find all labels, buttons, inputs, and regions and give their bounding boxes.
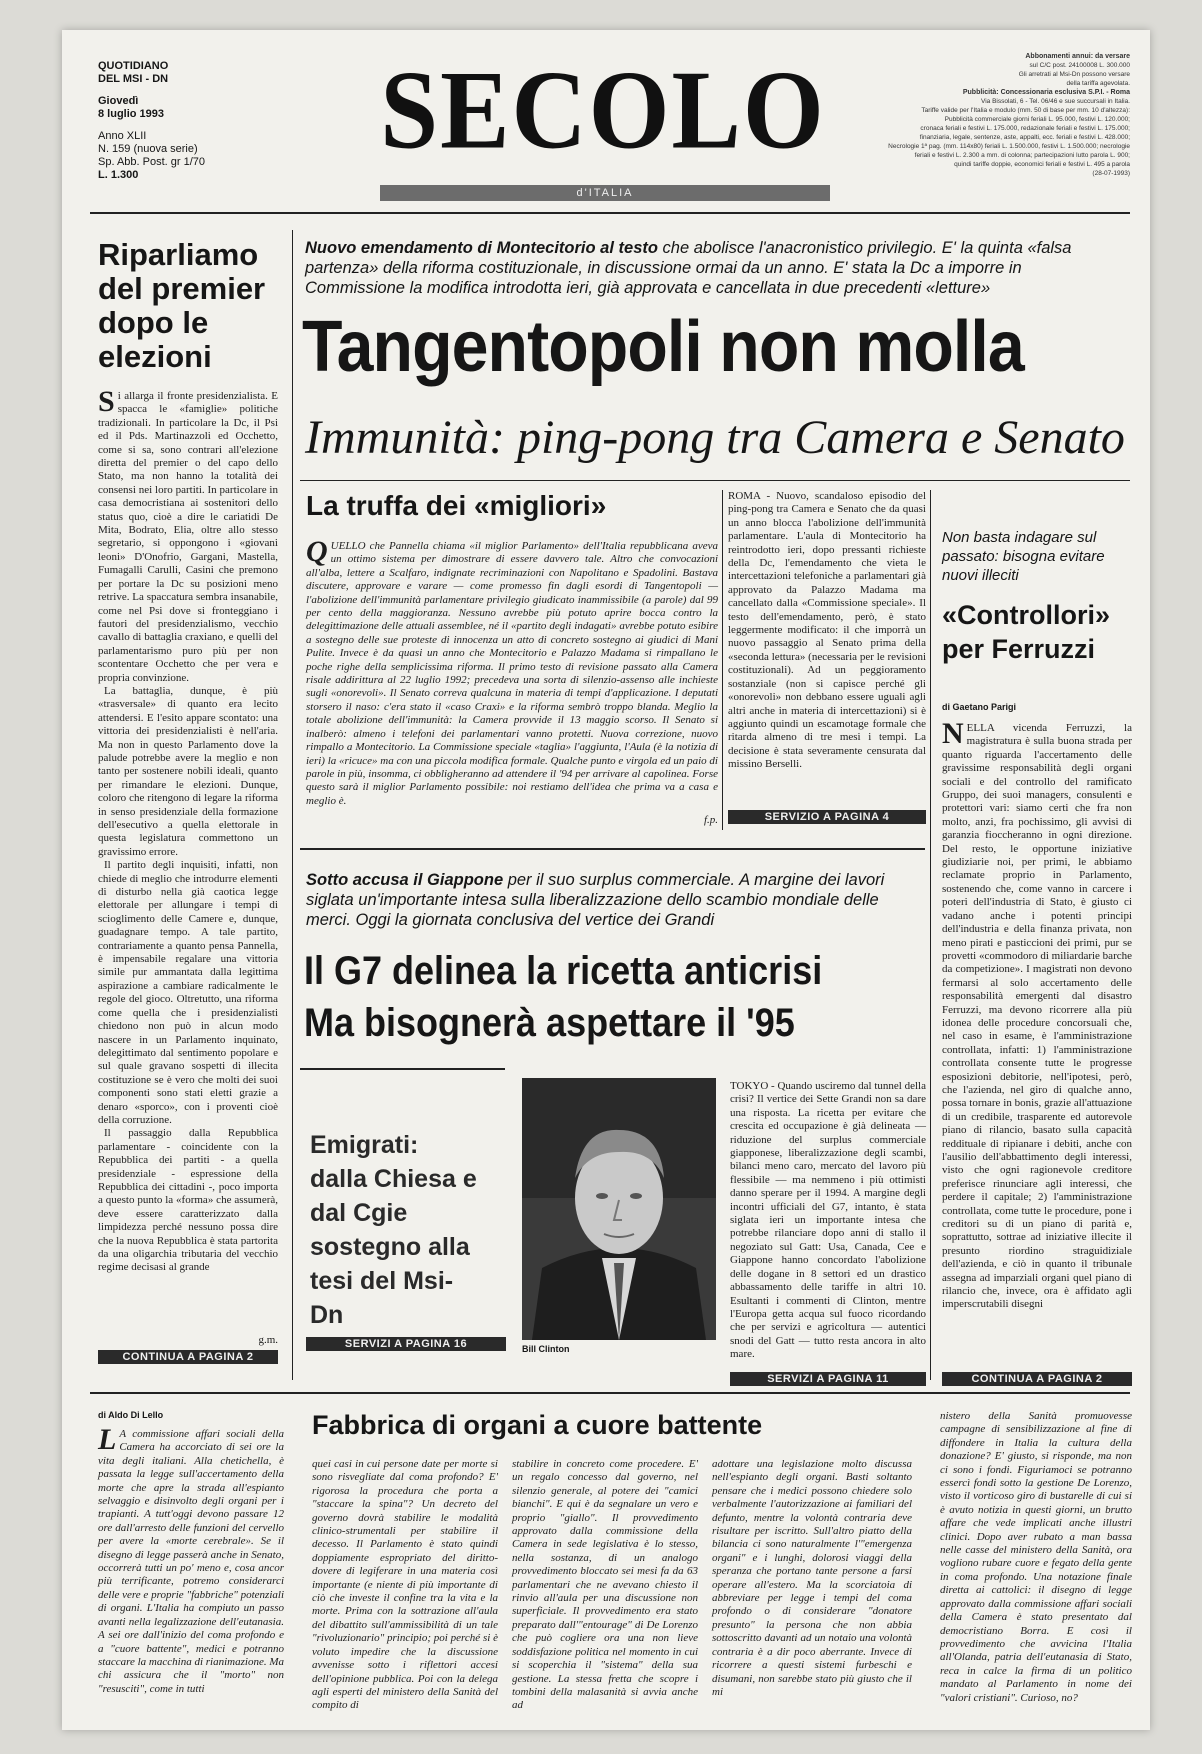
organi-column: quei casi in cui persone date per morte si sono risvegliate dal coma profondo? E' rigorosa la procedura che porta a "staccare la spina"? Un decreto del governo dovrà stabilire le modalità clinico-strumentali per stabilire il decesso. Il Parlamento è stato quindi doppiamente espropriato del diritto-dovere di legiferare in una materia così importante (e niente di più importante di ciò che investe il confine tra la vita e la morte. Prima con la sottrazione all'aula del dibattito sull'ammissibilità di un tale "rivoluzionario" principio; poi perché si è voluto impedire che la discussione avvenisse sotto i riflettori accesi dell'opinione pubblica. Poi con la delega agli esperti del ministero della Sanità del compito di	[312, 1458, 498, 1712]
drop-cap: L	[98, 1423, 117, 1456]
masthead-line: QUOTIDIANO	[98, 60, 169, 72]
signature: f.p.	[703, 814, 718, 826]
info-line: Abbonamenti annui: da versare	[1025, 53, 1130, 60]
g7-headline-line: Ma bisognerà aspettare il '95	[304, 1001, 795, 1045]
continue-link[interactable]: CONTINUA A PAGINA 2	[942, 1372, 1132, 1386]
info-line: cronaca feriali e festivi L. 175.000, redazionale feriali e festivi L. 175.000;	[920, 125, 1130, 132]
logo-subtitle: d'ITALIA	[380, 185, 830, 201]
g7-kicker: Sotto accusa il Giappone per il suo surplus commerciale. A margine dei lavori siglata un'importante intesa sulla liberalizzazione dello scambio mondiale delle merci. Oggi la giornata conclusiva del vertice dei Grandi	[306, 871, 885, 929]
info-line: finanziaria, legale, sentenze, aste, appalti, ecc. feriali e festivi L. 428.000;	[919, 134, 1130, 141]
section-rule	[90, 1392, 1130, 1394]
drop-cap: S	[98, 385, 115, 418]
left-headline: Riparliamo del premier dopo le elezioni	[98, 237, 266, 374]
organi-column: L A commissione affari sociali della Camera ha accorciato di sei ore la vita degli italiani. Alla chetichella, è passata la legge sull'accertamento della morte che apre la strada all'espianto selvaggio e disinvolto degli organi per i trapianti. A tutt'oggi devono passare 12 ore dall'arresto delle funzioni del cervello per avere la «morte cerebrale». Se il disegno di legge passerà anche in Senato, occorrerà tutti un po' meno e, cosa ancor più terrificante, potremo considerarci delle vere e proprie "fabbriche" potenziali di organi. L'Italia ha compiuto un passo avanti nella legalizzazione dell'eutanasia. A sei ore dall'inizio del coma profondo e a "cuore battente", medici e potranno staccare la macchina di rianimazione. Ma chi assicura che il "morto" non "resusciti", come in tutti	[98, 1423, 284, 1695]
continue-link[interactable]: CONTINUA A PAGINA 2	[98, 1350, 278, 1364]
info-line: (28-07-1993)	[1092, 170, 1130, 177]
editorial-body: QUELLO che Pannella chiama «il miglior Parlamento» dell'Italia repubblicana aveva un ottimo sistema per dimostrare di essere davvero tale. Altro che convocazioni all'alba, lettere a Scalfaro, indignate recriminazioni con Napolitano e Spadolini. Bastava discutere, approvare e varare — come promesso fin dagli esordi di Tangentopoli — l'abolizione dell'immunità parlamentare privilegio giudicato inammissibile (a parole) dal 99 per cento della maggioranza. Nessuno avrebbe più potuto aprire bocca contro la delegittimazione delle attuali assemblee, né il «partito degli indagati» avrebbe potuto esibire a sostegno delle sue proteste di innocenza un atto di concreto sostegno ai giudici di Mani Pulite. Invece è da quasi un anno che Montecitorio e Palazzo Madama si rimpallano le poche righe della semplicissima riforma. Il primo testo di revisione passato alla Camera risale addirittura al 22 luglio 1992; precedeva una sorta di silenzio-assenso alle inchieste sugli «onorevoli». Il Senato correva qualcuna in materia di tempi d'applicazione. I deputati storsero il naso: c'era stato il «caso Craxi» e la riforma sembrò troppo blanda. Meglio la totale abolizione dell'immunità: la Camera provvide il 13 maggio scorso. Il Senato si inalberò: almeno i telefoni dei parlamentari vanno protetti. Nuova correzione, nuovo rimpallo a Montecitorio. La Commissione speciale «taglia» l'aggiunta, l'Aula (è la notizia di ieri) la «ricuce» ma con una piccola modifica formale. Qualche punto e virgola ed un paio di parole in più, insomma, ci obbligheranno ad attendere il '94 per arrivare al capolinea. Forse questo sarà il miglior Parlamento possibile: noi restiamo dell'idea che prima va a casa e meglio è.	[306, 535, 718, 807]
masthead-rule	[90, 212, 1130, 214]
editorial-title: La truffa dei «migliori»	[306, 490, 607, 521]
ferruzzi-headline: «Controllori» per Ferruzzi	[942, 600, 1111, 664]
date-line: Giovedì	[98, 95, 139, 107]
info-line: della tariffa agevolata.	[1066, 80, 1130, 87]
drop-cap: Q	[306, 535, 328, 568]
column-rule	[930, 490, 931, 1380]
info-line: Gli arretrati al Msi-Dn possono versare	[1018, 71, 1130, 78]
g7-headline	[304, 945, 871, 1049]
masthead-left	[98, 60, 278, 182]
paragraph: La battaglia, dunque, è più «trasversale» di quanto era lecito attendersi. E l'esito appare scontato: una vittoria dei presidenzialisti è nell'aria. Ma non in questo Parlamento dove la palude potrebbe avere la meglio e non tanto per sostenere nobili ideali, quanto per rimandare le elezioni. Dunque, coloro che ritengono di legare la riforma in senso presidenziale della formazione dell'esecutivo a quella elettorale in questa legislatura commettono un gravissimo errore.	[98, 684, 278, 858]
column-rule	[292, 230, 293, 1380]
organi-column: stabilire in concreto come procedere. E' un regalo concesso dal governo, nel silenzio generale, al potere dei "camici bianchi". E qui è da segnalare un vero e proprio "giallo". Il provvedimento approvato dalla commissione della Camera in sede legislativa è lo stesso, nella sostanza, di un analogo provvedimento bloccato sei mesi fa da 63 parlamentari che ne avevano chiesto il rinvio all'aula per una discussione non superficiale. Il provvedimento era stato preparato dall'"entourage" di De Lorenzo che può cogliere ora una non lieve soddisfazione politica nel momento in cui si scoperchia il "sistema" della sua gestione. La stessa fretta che scopre i tombini della malasanità si avvia anche ad	[512, 1458, 698, 1712]
info-line: Pubblicità commerciale giorni feriali L. 95.000, festivi L. 120.000;	[944, 116, 1130, 123]
section-rule	[300, 1068, 505, 1070]
organi-column: adottare una legislazione molto discussa nell'espianto degli organi. Basti soltanto pensare che i medici possono chiedere solo verbalmente l'autorizzazione ai familiari del defunto, mentre la volontà contraria deve risultare per iscritto. Sull'altro piatto della bilancia ci sono naturalmente l'"emergenza organi" e i lunghi, dolorosi viaggi della speranza che portano tante persone a farsi operare all'estero. Ma la scorciatoia di abbreviare per legge i tempi del coma profondo o di considerare "donatore presunto" la persona che non abbia sottoscritto davanti ad un notaio una volontà contraria è a dir poco aberrante. Invece di ricorrere a questi sistemi furbeschi e disumani, non sarebbe stato più giusto che il mi	[712, 1458, 912, 1698]
info-line: Pubblicità: Concessionaria esclusiva S.P.I. - Roma	[962, 89, 1130, 96]
drop-cap: N	[942, 717, 964, 750]
continue-link[interactable]: SERVIZI A PAGINA 11	[730, 1372, 926, 1386]
ferruzzi-body: NELLA vicenda Ferruzzi, la magistratura è sulla buona strada per quanto riguarda l'accertamento delle gravissime responsabilità degli organi sociali e del controllo del ramificato Gruppo, dei suoi managers, consulenti e protettori vari: siamo certi che fra non molto, anzi, fra pochissimo, gli avvisi di garanzia fioccheranno in ogni direzione. Del resto, le opportune iniziative giudiziarie noi, per primi, le abbiamo reclamate proprio in Parlamento, sostenendo che, come vanno in carcere i poteri dell'industria di Stato, è giusto ci vadano anche i potenti principi dell'industria e della finanza privata, non meno pirati e pasticcioni dei primi, pur se provetti «commodoro di miliardarie barche da competizione». I magistrati non devono fermarsi al solo accertamento delle responsabilità emergenti dal disastro Ferruzzi, ma devono ricorrere alla più idonea delle procedure concorsuali che, nel caso in esame, è l'amministrazione controllata, infatti: 1) l'amministrazione controllata consente tutte le progresse esposizioni debitorie, nell'ipotesi, però, che l'azienda, nel giro di qualche anno, possa tornare in bonis, grazie all'attuazione di un credibile, trasparente ed autorevole piano di rilancio, basato sulla capacità reddituale di ripianare i debiti, anche con l'ausilio dell'abbattimento degli interessi, visto che ogni ragionevole creditore preferisce rinunciare agli interessi, che perdere il capitale; 2) l'amministrazione controllata, come tutte le procedure, pone i creditori su di un piano di parità e, soprattutto, sottrae ad iniziative illecite il presunto riordino straguidiziale dell'azienda, e ciò in quanto il tribunale assegna ad imparziali organi quel piano di rilancio che, invece, ora è affidato agli imperscrutabili disegni	[942, 717, 1132, 1311]
emigrati-headline: Emigrati: dalla Chiesa e dal Cgie sostegno alla tesi del Msi-Dn	[310, 1131, 477, 1329]
price-line: L. 1.300	[98, 169, 139, 181]
photo-caption: Bill Clinton	[522, 1344, 570, 1354]
info-line: Tariffe valide per l'Italia e modulo (mm. 50 di base per mm. 10 d'altezza):	[921, 107, 1130, 114]
info-line: sul C/C post. 24100008 L. 300.000	[1029, 62, 1130, 69]
top-kicker: Nuovo emendamento di Montecitorio al testo che abolisce l'anacronistico privilegio. E' la quinta «falsa partenza» della riforma costituzionale, in discussione ormai da un anno. E' stata la Dc a imporre in Commissione la modifica introdotta ieri, già approvata e cancellata in due precedenti «letture»	[305, 239, 1072, 297]
g7-headline-line: Il G7 delinea la ricetta anticrisi	[304, 949, 823, 993]
section-rule	[300, 480, 1130, 481]
masthead-line: DEL MSI - DN	[98, 73, 169, 85]
main-headline: Tangentopoli non molla	[302, 307, 1024, 387]
paragraph: Il partito degli inquisiti, infatti, non chiede di meglio che introdurre elementi di disturbo nella già caotica legge elettorale per allungare i tempi di scioglimento delle Camere e, dunque, guadagnare tempo. A tale partito, contrariamente a quanto pensa Pannella, è impensabile regalare una vittoria simile pur ammantata dalla legittima aspirazione a cambiare radicalmente le regole del gioco. Oltretutto, una riforma come quella che i presidenzialisti chiedono non può in alcun modo nascere in un Parlamento inquinato, delegittimato dal sentimento popolare e sul quale gravano sospetti di illecita costituzione se è vero che molti dei suoi componenti sono stati eletti grazie a denaro «sporco», con i proventi cioè della corruzione.	[98, 859, 278, 1126]
issue-line: Sp. Abb. Post. gr 1/70	[98, 156, 206, 168]
info-line: Via Bissolati, 6 - Tel. 06/46 e sue succursali in Italia.	[981, 98, 1130, 105]
section-rule	[300, 848, 925, 850]
byline: di Gaetano Parigi	[942, 702, 1017, 712]
organi-column: nistero della Sanità promuovesse campagne di sensibilizzazione al fine di diffondere in Italia la cultura della donazione? E' giusto, si risponde, ma non ci sono i fondi. Figuriamoci se potranno essercì fondi sotto la gestione De Lorenzo, visto il vorticoso giro di bustarelle di cui si è avuto notizia in questi giorni, un brutto affare che vede implicati anche illustri clinici. Dopo aver rubato a man bassa nelle casse del ministero della Sanità, ora vogliono rubare cuore e fegato della gente in coma profondo. Una notazione finale diretta ai cattolici: il disegno di legge approvato dalla commissione affari sociali della Camera è stato presentato dal democristiano Borra. E così il provvedimento che avvicina l'Italia all'Olanda, patria dell'eutanasia di Stato, reca in calce la firma di un politico mandato al Parlamento in nome dei "valori cristiani". Curioso, no?	[940, 1410, 1132, 1704]
column-rule	[722, 490, 723, 830]
info-line: feriali e festivi L. 2.300 a mm. di colonna; partecipazioni lutto parola L. 900;	[914, 152, 1130, 159]
paragraph: Il passaggio dalla Repubblica parlamentare - coincidente con la Repubblica dei partiti - a quella presidenziale - espressione della Repubblica dei cittadini -, poco importa a questo punto la «forma» che assumerà, deve essere caratterizzato dalla limpidezza perché nessuno possa dire che la nuova Repubblica è stata partorita da una oligarchia tributaria del vecchio regime decisasi al grande	[98, 1127, 278, 1274]
continue-link[interactable]: SERVIZIO A PAGINA 4	[728, 810, 926, 824]
main-subheadline: Immunità: ping-pong tra Camera e Senato	[305, 411, 1125, 464]
info-line: Necrologie 1ª pag. (mm. 114x80) feriali L. 1.500.000, festivi L. 1.500.000; necrologie	[888, 143, 1130, 150]
issue-line: Anno XLII	[98, 130, 147, 142]
info-line: quindi tariffe doppie, economici feriali e festivi L. 495 a parola	[954, 161, 1130, 168]
left-article-body: Si allarga il fronte presidenzialista. E spacca le «famiglie» politiche tradizionali. In particolare la Dc, il Psi ed il Pds. Martinazzoli ed Occhetto, come si sa, sono contrari all'elezione diretta del premier o del capo dello Stato, ma non hanno la totalità dei consensi nei loro partiti. In particolare in casa democristiana ai sostenitori dello status quo, cioè a dire le cariatidi De Mita, Bodrato, Elia, oltre allo stesso segretario, si oppongono i «giovani leoni» D'Onofrio, Gargani, Mastella, Fumagalli Carulli, Casini che premono per portare la Dc su posizioni meno retrive. La spaccatura sembra insanabile, come nel Psi dove si fronteggiano i fautori del presidenzialismo, vecchio cavallo di battaglia craxiano, e quelli del parlamentarismo puro più per non scontentare Occhetto che per vera e propria convinzione. La battaglia, dunque, è più «trasversale» di quanto era lecito attendersi. E l'esito appare scontato: una vittoria dei presidenzialisti è nell'aria. Ma non in questo Parlamento dove la palude potrebbe avere la meglio e non tanto per sostenere nobili ideali, quanto per rimandare le elezioni. Dunque, coloro che ritengono di legare la riforma in senso presidenziale della formazione dell'esecutivo a quella elettorale in questa legislatura commettono un gravissimo errore. Il partito degli inquisiti, infatti, non chiede di meglio che introdurre elementi di disturbo nella già caotica legge elettorale per allungare i tempi di scioglimento delle Camere e, dunque, guadagnare tempo. A tale partito, contrariamente a quanto pensa Pannella, è impensabile regalare una vittoria simile pur ammantata dalla legittima aspirazione a cambiare radicalmente le regole del gioco. Oltretutto, una riforma come quella che i presidenzialisti chiedono non può in alcun modo nascere in un Parlamento inquinato, delegittimato dal sentimento popolare e sul quale gravano sospetti di illecita costituzione se è vero che molti dei suoi componenti sono stati eletti grazie a denaro «sporco», con i proventi cioè della corruzione. Il passaggio dalla Repubblica parlamentare - coincidente con la Repubblica dei partiti - a quella presidenziale - espressione della Repubblica dei cittadini -, poco importa a questo punto la «forma» che assumerà, deve essere caratterizzato dalla limpidezza perché nessuno possa dire che la nuova Repubblica è stata partorita da una oligarchia tributaria del vecchio regime decisasi al grande	[98, 385, 278, 1274]
byline: di Aldo Di Lello	[98, 1410, 164, 1420]
portrait-image	[522, 1078, 716, 1340]
tokyo-article-body: TOKYO - Quando usciremo dal tunnel della crisi? Il vertice dei Sette Grandi non sa dare una risposta. La ricetta per evitare che crescita ed occupazione è già delineata — riduzione del surplus commerciale giapponese, liberalizzazione degli scambi, bilanci meno caro, mercato del lavoro più flessibile — ma nemmeno i più ottimisti danno sperare per il 1994. A margine degli incontri ufficiali del G7, intanto, è stata siglata ieri un importante intesa che potrebbe rilanciare dopo anni di stallo il negoziato sul Gatt: Usa, Canada, Cee e Giappone hanno concordato l'abolizione delle dogane in 8 settori ed un drastico abbassamento delle tariffe in altri 10. Esultanti i commenti di Clinton, mentre l'Europa getta acqua sul fuoco ricordando che per servizi e agricoltura — autentici snodi del Gatt — tutto resta ancora in alto mare.	[730, 1080, 926, 1361]
masthead-info	[880, 52, 1130, 178]
continue-link[interactable]: SERVIZI A PAGINA 16	[306, 1337, 506, 1351]
roma-article-body: ROMA - Nuovo, scandaloso episodio del ping-pong tra Camera e Senato che da quasi un anno blocca l'abolizione dell'immunità parlamentare. L'aula di Montecitorio ha reintrodotto ieri, dopo pressanti richieste della Dc, l'emendamento che vieta le intercettazioni telefoniche a parlamentari già approvato da Palazzo Madama ma cancellato dalla «Commissione speciale». Il testo dell'emendamento, però, è stato leggermente modificato: il che imporrà un nuovo passaggio al Senato prima della «seconda lettura» (necessaria per le revisioni costituzionali). Ad un peggioramento sostanziale (non si capisce perché gli «onorevoli» non debbano essere uguali agli altri anche in materia di intercettazioni) si è aggiunto quindi un escamotage formale che ritarda almeno di tre mesi i tempi. La decisione è stata severamente censurata dal missino Berselli.	[728, 490, 926, 771]
newspaper-logo: SECOLO	[380, 48, 826, 173]
organi-headline: Fabbrica di organi a cuore battente	[312, 1410, 763, 1440]
date-line: 8 luglio 1993	[98, 108, 165, 120]
ferruzzi-kicker: Non basta indagare sul passato: bisogna evitare nuovi illeciti	[942, 529, 1105, 584]
issue-line: N. 159 (nuova serie)	[98, 143, 198, 155]
signature: g.m.	[258, 1334, 278, 1346]
clinton-photo	[522, 1078, 716, 1340]
